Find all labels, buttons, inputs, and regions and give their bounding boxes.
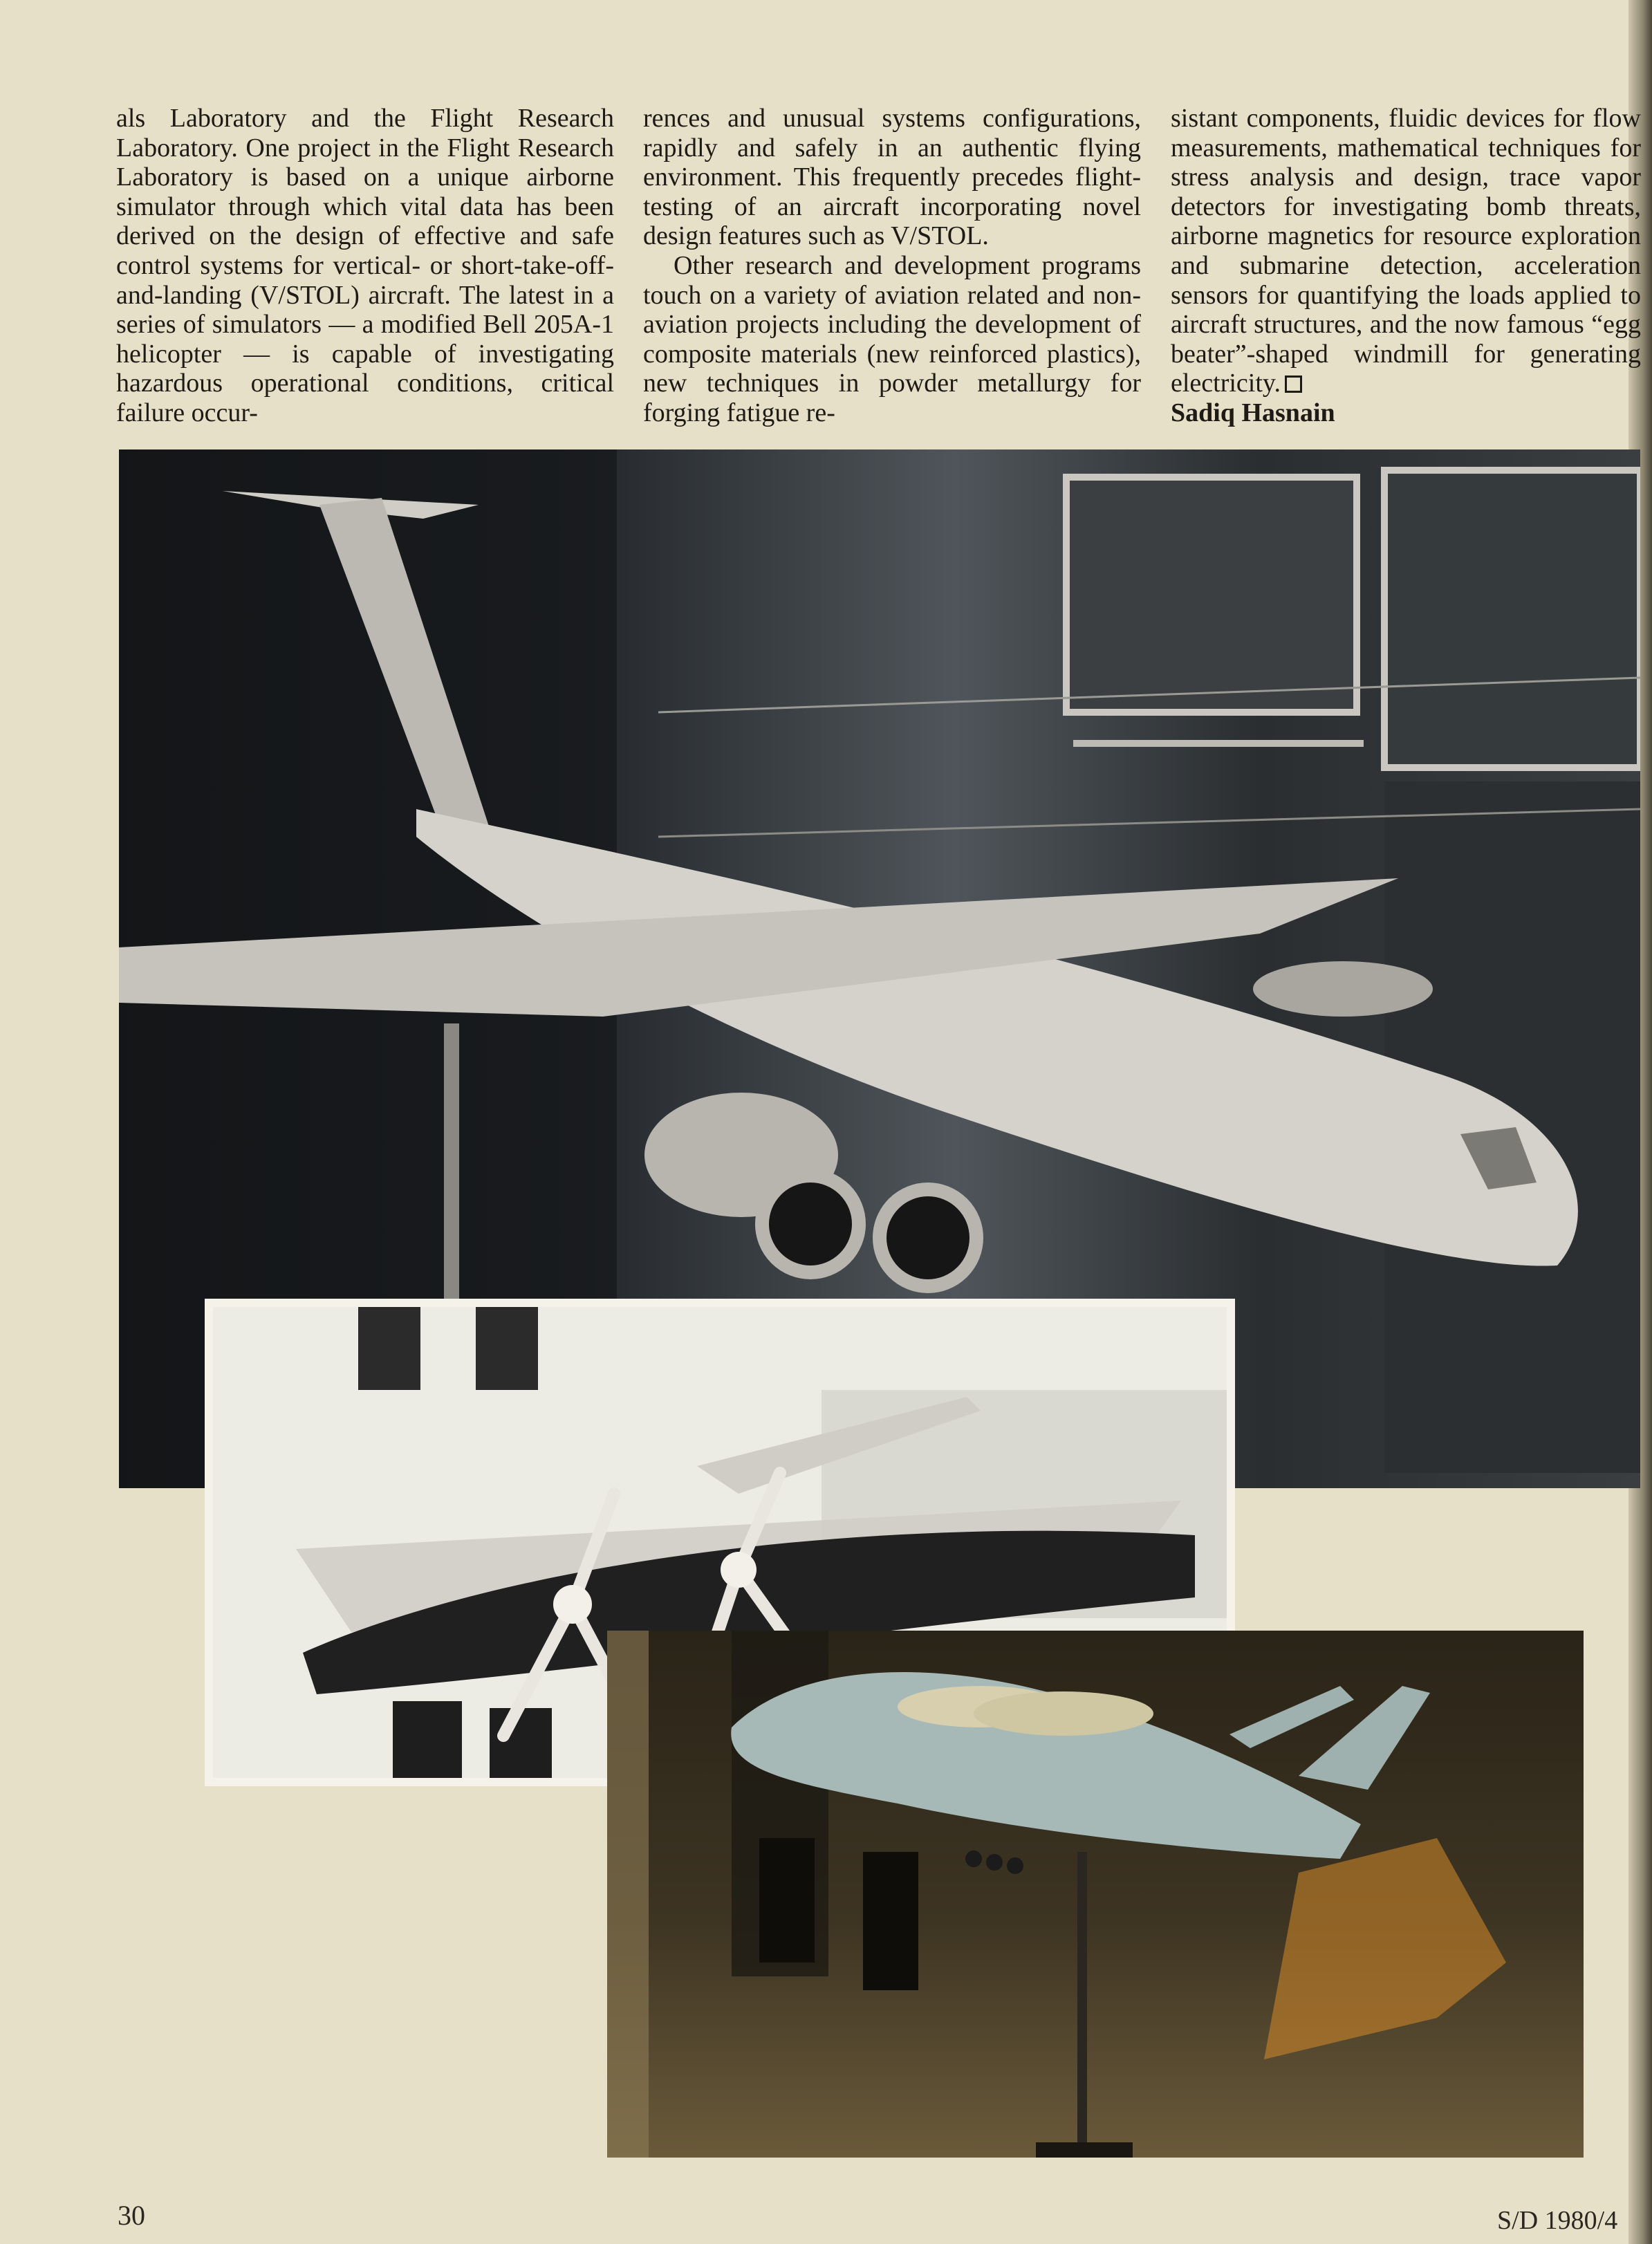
- article-column-1: [116, 104, 614, 428]
- issue-label: S/D 1980/4: [1497, 2206, 1618, 2235]
- page-number: 30: [118, 2200, 145, 2231]
- photo-colour-transport-model: [607, 1631, 1584, 2158]
- article-column-3: [1171, 104, 1641, 428]
- column-3-text: sistant components, fluidic devices for flow measurements, mathematical techniques for stress analysis and design, trace vapor detectors for investigating bomb threats, airborne magnetics for resource exploration and submarine detection, acceleration sensors for quantifying the loads applied to aircraft structures, and the now famous “egg beater”-shaped windmill for generating electricity.: [1171, 104, 1641, 398]
- column-2-paragraph-2: Other research and development programs touch on a variety of aviation related and non-aviation projects including the development of composite materials (new reinforced plastics), new techniques in powder metallurgy for forging fatigue re-: [643, 250, 1141, 427]
- column-2-paragraph-1: rences and unusual systems configurations, rapidly and safely in an authentic flying environment. This frequently precedes flight-testing of an aircraft incorporating novel design features such as V/STOL.: [643, 104, 1141, 251]
- end-of-article-box-icon: [1285, 375, 1302, 393]
- column-1-text: als Laboratory and the Flight Research Laboratory. One project in the Flight Research Laboratory is based on a unique airborne simulator through which vital data has been derived on the design of effective and safe control systems for vertical- or short-take-off-and-landing (V/STOL) aircraft. The latest in a series of simulators — a modified Bell 205A-1 helicopter — is capable of investigating hazardous operational conditions, critical failure occur-: [116, 104, 614, 427]
- author-byline: Sadiq Hasnain: [1171, 398, 1335, 427]
- article-column-2: [643, 104, 1141, 428]
